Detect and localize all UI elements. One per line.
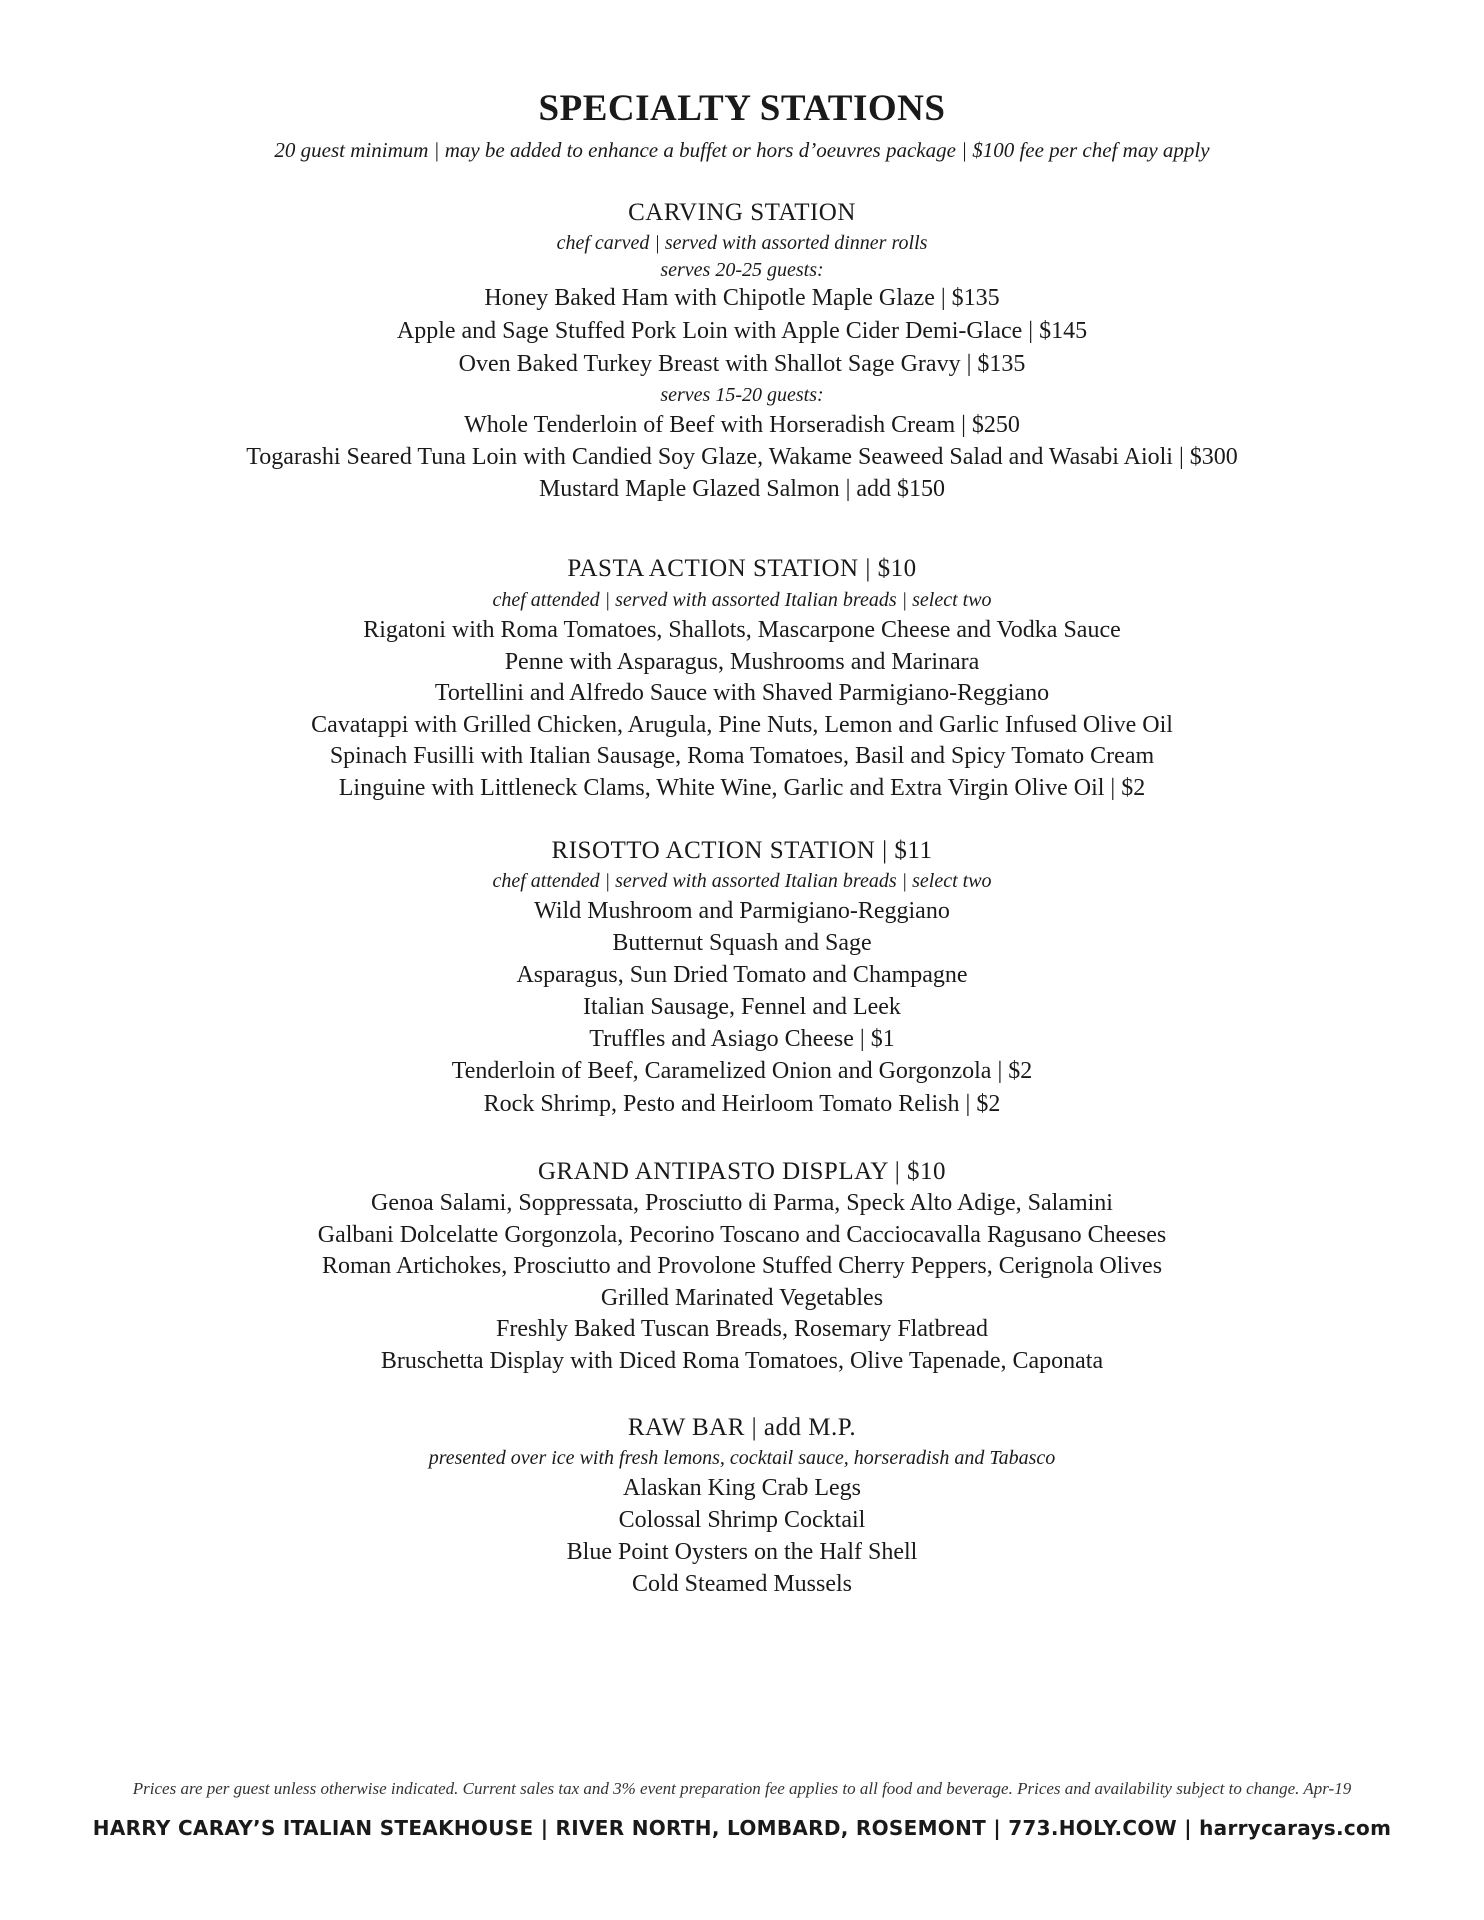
restaurant-footer: HARRY CARAY’S ITALIAN STEAKHOUSE | RIVER NORTH, LOMBARD, ROSEMONT | 773.HOLY.COW | harrycarays.com <box>92 1816 1392 1840</box>
section-note: chef attended | served with assorted Italian breads | select two <box>492 870 992 892</box>
menu-item: Grilled Marinated Vegetables <box>600 1284 884 1311</box>
menu-item: Togarashi Seared Tuna Loin with Candied Soy Glaze, Wakame Seaweed Salad and Wasabi Aioli | $300 <box>246 444 1238 470</box>
menu-item: Oven Baked Turkey Breast with Shallot Sage Gravy | $135 <box>458 351 1026 377</box>
menu-item: Freshly Baked Tuscan Breads, Rosemary Flatbread <box>496 1316 988 1342</box>
menu-item: Mustard Maple Glazed Salmon | add $150 <box>538 476 946 502</box>
menu-item: Apple and Sage Stuffed Pork Loin with Apple Cider Demi-Glace | $145 <box>396 318 1088 344</box>
carving-station-section <box>0 198 1484 505</box>
serving-size-label: serves 20-25 guests: <box>660 259 824 281</box>
menu-item: Cavatappi with Grilled Chicken, Arugula, Pine Nuts, Lemon and Garlic Infused Olive Oil <box>311 711 1173 738</box>
menu-item: Tortellini and Alfredo Sauce with Shaved Parmigiano-Reggiano <box>434 680 1050 706</box>
menu-item: Cold Steamed Mussels <box>632 1571 852 1597</box>
menu-item: Rock Shrimp, Pesto and Heirloom Tomato Relish | $2 <box>483 1091 1001 1117</box>
menu-item: Blue Point Oysters on the Half Shell <box>566 1539 918 1565</box>
section-title: PASTA ACTION STATION | $10 <box>567 555 917 582</box>
page-subtitle: 20 guest minimum | may be added to enhance a buffet or hors d’oeuvres package | $100 fee per chef may apply <box>274 138 1210 162</box>
menu-item: Tenderloin of Beef, Caramelized Onion and Gorgonzola | $2 <box>451 1058 1033 1084</box>
section-title: RISOTTO ACTION STATION | $11 <box>551 837 933 864</box>
menu-item: Whole Tenderloin of Beef with Horseradish Cream | $250 <box>464 412 1020 438</box>
menu-item: Italian Sausage, Fennel and Leek <box>583 994 901 1020</box>
menu-item: Alaskan King Crab Legs <box>623 1475 861 1501</box>
risotto-station-section <box>0 835 1484 1121</box>
section-note: chef attended | served with assorted Italian breads | select two <box>492 589 992 611</box>
menu-item: Honey Baked Ham with Chipotle Maple Glaze | $135 <box>484 285 1000 311</box>
menu-item: Penne with Asparagus, Mushrooms and Marinara <box>504 648 980 675</box>
menu-item: Genoa Salami, Soppressata, Prosciutto di Parma, Speck Alto Adige, Salamini <box>371 1190 1113 1216</box>
menu-item: Bruschetta Display with Diced Roma Tomatoes, Olive Tapenade, Caponata <box>380 1347 1104 1374</box>
menu-item: Truffles and Asiago Cheese | $1 <box>589 1026 895 1052</box>
section-title: RAW BAR | add M.P. <box>627 1414 857 1441</box>
serving-size-label: serves 15-20 guests: <box>660 384 824 406</box>
menu-item: Wild Mushroom and Parmigiano-Reggiano <box>534 898 950 924</box>
raw-bar-section <box>0 1412 1484 1600</box>
pricing-disclaimer: Prices are per guest unless otherwise indicated. Current sales tax and 3% event preparation fee applies to all food and beverage. Prices and availability subject to change. Apr-19 <box>132 1779 1352 1798</box>
menu-item: Roman Artichokes, Prosciutto and Provolone Stuffed Cherry Peppers, Cerignola Olives <box>321 1253 1163 1279</box>
section-note: chef carved | served with assorted dinner rolls <box>556 232 928 254</box>
menu-item: Galbani Dolcelatte Gorgonzola, Pecorino Toscano and Cacciocavalla Ragusano Cheeses <box>317 1221 1167 1248</box>
menu-item: Asparagus, Sun Dried Tomato and Champagne <box>516 962 968 988</box>
menu-item: Colossal Shrimp Cocktail <box>618 1507 866 1533</box>
menu-item: Rigatoni with Roma Tomatoes, Shallots, Mascarpone Cheese and Vodka Sauce <box>363 617 1121 643</box>
section-title: CARVING STATION <box>628 199 856 226</box>
menu-item: Spinach Fusilli with Italian Sausage, Roma Tomatoes, Basil and Spicy Tomato Cream <box>329 743 1155 769</box>
menu-item: Butternut Squash and Sage <box>612 930 872 956</box>
pasta-station-section <box>0 553 1484 804</box>
section-title: GRAND ANTIPASTO DISPLAY | $10 <box>537 1158 946 1185</box>
menu-item: Linguine with Littleneck Clams, White Wine, Garlic and Extra Virgin Olive Oil | $2 <box>338 774 1146 801</box>
section-note: presented over ice with fresh lemons, cocktail sauce, horseradish and Tabasco <box>428 1447 1056 1469</box>
page-title: SPECIALTY STATIONS <box>538 88 946 129</box>
antipasto-display-section <box>0 1156 1484 1377</box>
